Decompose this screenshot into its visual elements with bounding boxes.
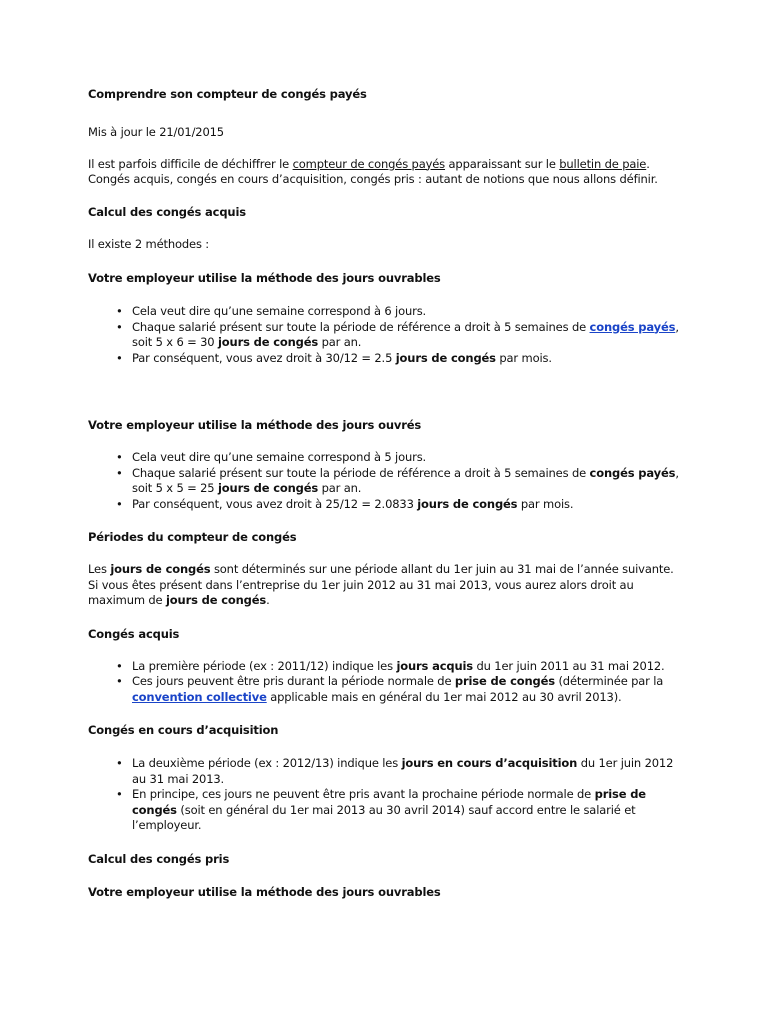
list-item-text: En principe, ces jours ne peuvent être pris avant la prochaine période normale de [132, 787, 595, 801]
list-item-text: (soit en général du 1er mai 2013 au 30 avril 2014) sauf accord entre le salarié et [176, 802, 636, 817]
heading-calcul-acquis: Calcul des congés acquis [88, 204, 246, 219]
list-item-text: (déterminée par la [554, 674, 664, 688]
list-item [132, 466, 688, 497]
heading-calcul-pris: Calcul des congés pris [88, 851, 230, 866]
list-item [132, 497, 688, 513]
bold-text: prise de [594, 787, 646, 801]
bold-text: jours de congés [417, 496, 518, 511]
paragraph-text: . [266, 593, 270, 607]
list-item-text: Par conséquent, vous avez droit à 25/12 = 2.0833 [132, 496, 418, 511]
list-item-text: par an. [318, 335, 362, 349]
list-item-text: La deuxième période (ex : 2012/13) indique les [132, 756, 402, 770]
list-item [132, 351, 688, 367]
intro-text: apparaissant sur le [445, 156, 560, 171]
heading-jours-ouvrables: Votre employeur utilise la méthode des jours ouvrables [88, 271, 441, 285]
update-date: Mis à jour le 21/01/2015 [88, 125, 224, 139]
intro-line2: Congés acquis, congés en cours d’acquisition, congés pris : autant de notions que nous allons définir. [88, 172, 658, 186]
paragraph-text: maximum de [88, 593, 166, 607]
compteur-link[interactable]: compteur de congés payés [292, 156, 446, 171]
convention-collective-link[interactable]: convention collective [132, 689, 267, 704]
list-item-text: par mois. [495, 350, 552, 365]
intro-text: . [646, 156, 650, 171]
bulletin-link[interactable]: bulletin de paie [559, 156, 647, 171]
intro-paragraph [88, 157, 688, 188]
list-item [132, 320, 688, 351]
list-item-text: du 1er juin 2012 [577, 756, 674, 770]
intro-text: Il est parfois difficile de déchiffrer le [88, 156, 293, 171]
list-item-text: soit 5 x 6 = 30 [132, 335, 218, 349]
conges-en-cours-list [88, 756, 688, 834]
list-item [132, 674, 688, 705]
list-item-text: Ces jours peuvent être pris durant la période normale de [132, 674, 455, 688]
methods-intro: Il existe 2 méthodes : [88, 236, 210, 251]
paragraph-text: sont déterminés sur une période allant du 1er juin au 31 mai de l’année suivante. [210, 562, 674, 576]
bold-text: jours acquis [396, 658, 473, 673]
list-item [132, 304, 688, 320]
ouvres-list [88, 450, 688, 512]
paragraph-text: Si vous êtes présent dans l’entreprise du 1er juin 2012 au 31 mai 2013, vous aurez alors droit au [88, 577, 634, 592]
bold-text: jours de congés [395, 350, 496, 365]
list-item-text: La première période (ex : 2011/12) indique les [132, 658, 397, 673]
heading-pris-ouvrables: Votre employeur utilise la méthode des jours ouvrables [88, 884, 441, 899]
list-item-text: l’employeur. [132, 818, 202, 832]
list-item-text: par mois. [517, 496, 574, 511]
heading-periodes: Périodes du compteur de congés [88, 530, 297, 544]
list-item-text: Cela veut dire qu’une semaine correspond à 5 jours. [132, 450, 427, 464]
list-item-text: applicable mais en général du 1er mai 2012 au 30 avril 2013). [266, 689, 622, 704]
bold-text: jours de congés [165, 593, 267, 607]
bold-text: jours de congés [217, 335, 319, 349]
paragraph-text: Les [88, 562, 111, 576]
bold-text: jours en cours d’acquisition [401, 756, 578, 770]
conges-acquis-list [88, 659, 688, 706]
list-item-text: du 1er juin 2011 au 31 mai 2012. [472, 658, 665, 673]
list-item [132, 659, 688, 675]
list-item [132, 756, 688, 787]
bold-text: congés [132, 802, 177, 817]
heading-jours-ouvres: Votre employeur utilise la méthode des jours ouvrés [88, 418, 422, 432]
page-title: Comprendre son compteur de congés payés [88, 87, 367, 101]
list-item-text: Cela veut dire qu’une semaine correspond à 6 jours. [132, 304, 427, 318]
bold-text: jours de congés [217, 481, 319, 495]
list-item-text: au 31 mai 2013. [132, 771, 225, 786]
bold-text: jours de congés [110, 562, 211, 576]
list-item [132, 450, 688, 466]
list-item-text: Chaque salarié présent sur toute la période de référence a droit à 5 semaines de [132, 465, 590, 480]
list-item-text: par an. [318, 481, 362, 495]
ouvrables-list [88, 304, 688, 366]
heading-conges-en-cours: Congés en cours d’acquisition [88, 723, 279, 737]
list-item-text: , [675, 465, 679, 480]
list-item [132, 787, 688, 834]
heading-conges-acquis: Congés acquis [88, 626, 180, 641]
periodes-paragraph [88, 562, 688, 609]
bold-text: prise de congés [454, 674, 555, 688]
list-item-text: soit 5 x 5 = 25 [132, 481, 218, 495]
document-page [88, 86, 688, 900]
conges-payes-link[interactable]: congés payés [589, 319, 676, 334]
list-item-text: Par conséquent, vous avez droit à 30/12 = 2.5 [132, 350, 396, 365]
list-item-text: , [675, 319, 679, 334]
bold-text: congés payés [589, 465, 676, 480]
list-item-text: Chaque salarié présent sur toute la période de référence a droit à 5 semaines de [132, 319, 590, 334]
